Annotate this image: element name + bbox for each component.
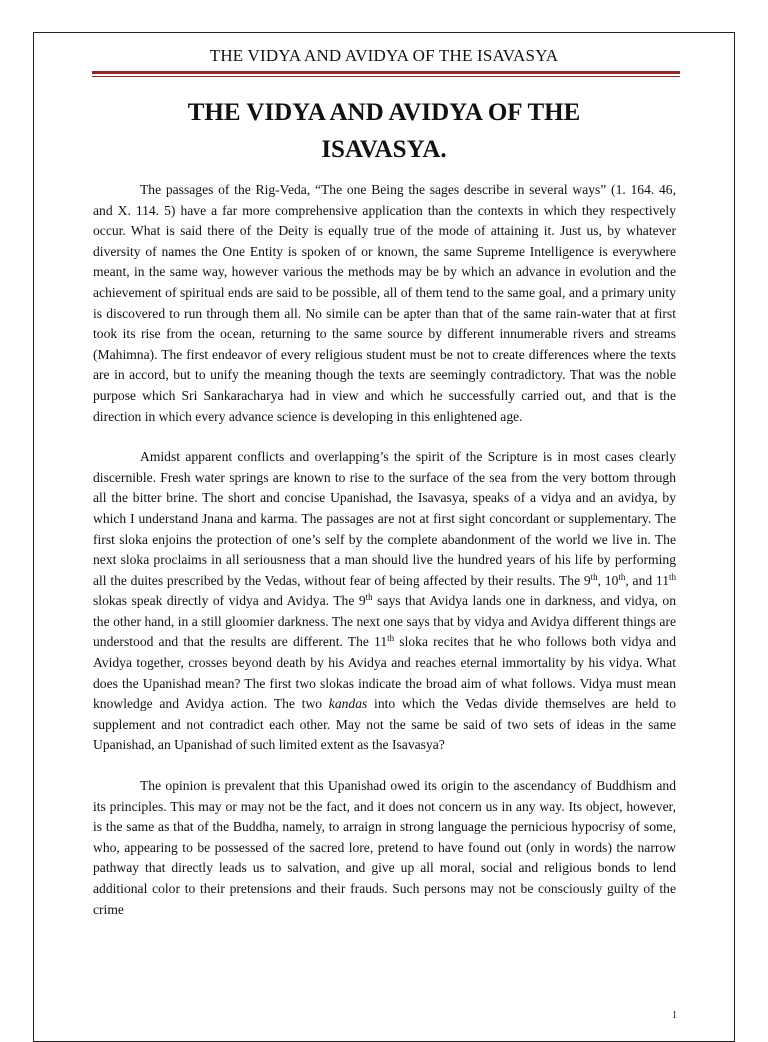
paragraph-1: The passages of the Rig-Veda, “The one Being the sages describe in several ways” (1. 164. 46, and X. 114. 5) have a far more comprehensive application than the contexts in which they respectively occur. What is said there of the Deity is equally true of the mode of attaining it. Just us, by whatever diversity of names the One Entity is spoken of or known, the same Supreme Intelligence is everywhere meant, in the same way, however various the methods may be by which an advance in evolution and the achievement of spiritual ends are said to be possible, all of them tend to the same goal, and a primary unity is discovered to run through them all. No simile can be apter than that of the same rain-water that at first took its rise from the ocean, returning to the same source by different innumerable rivers and streams (Mahimna). The first endeavor of every religious student must be not to create differences where the texts are in accord, but to unify the meaning though the texts are seemingly contradictory. That was the noble purpose which Sri Sankaracharya had in view and which he successfully carried out, and that is the direction in which every advance science is developing in this enlightened age.: [93, 182, 676, 424]
superscript: th: [387, 633, 395, 644]
paragraph-2: [93, 447, 676, 756]
paragraph-2-text: says that Avidya lands one in darkness, and vidya, on the other hand, in a still gloomier darkness. The next one says that by vidya and Avidya different things are understood and that the results are different. The 11: [93, 593, 676, 650]
page-number: 1: [672, 1010, 677, 1021]
document-title-line-2: ISAVASYA.: [321, 136, 447, 163]
paragraph-2-text: , 10: [597, 572, 619, 588]
running-header: THE VIDYA AND AVIDYA OF THE ISAVASYA: [209, 46, 559, 65]
paragraph-3: The opinion is prevalent that this Upanishad owed its origin to the ascendancy of Buddhism and its principles. This may or may not be the fact, and it does not concern us in any way. Its object, however, is the same as that of the Buddha, namely, to arraign in strong language the pernicious hypocrisy of some, who, appearing to be possessed of the sacred lore, pretend to have found out (only in words) the narrow pathway that directly leads us to salvation, and give up all moral, social and religious bonds to lend additional color to their pretensions and their frauds. Such persons may not be consciously guilty of the crime: [93, 778, 676, 917]
superscript: th: [618, 571, 626, 582]
paragraph-2-text: , and 11: [625, 572, 669, 588]
body-text: [93, 180, 676, 940]
header-rule-thick: [92, 71, 680, 74]
document-title-line-1: THE VIDYA AND AVIDYA OF THE: [187, 99, 581, 126]
superscript: th: [669, 571, 677, 582]
paragraph-2-text: into which the Vedas divide themselves are held to supplement and not contradict each other. May not the same be said of two sets of ideas in the same Upanishad, an Upanishad of such limited extent as the Isavasya?: [93, 696, 676, 753]
superscript: th: [365, 592, 373, 603]
paragraph-2-text: sloka recites that he who follows both vidya and Avidya together, crosses beyond death by his Avidya and reaches eternal immortality by his vidya. What does the Upanishad mean? The first two slokas indicate the broad aim of what follows. Vidya must mean knowledge and Avidya action. The two: [93, 634, 676, 712]
paragraph-2-text: slokas speak directly of vidya and Avidya. The 9: [93, 593, 366, 609]
paragraph-2-text: Amidst apparent conflicts and overlapping’s the spirit of the Scripture is in most cases clearly discernible. Fresh water springs are known to rise to the surface of the sea from the very bottom through all the bitter brine. The short and concise Upanishad, the Isavasya, speaks of a vidya and an avidya, by which I understand Jnana and karma. The passages are not at first sight concordant or supplementary. The first sloka enjoins the protection of one’s self by the complete abandonment of the world we live in. The next sloka proclaims in all seriousness that a man should live the hundred years of his life by performing all the duites prescribed by the Vedas, without fear of being affected by their results. The 9: [93, 449, 676, 588]
header-rule-thin: [92, 76, 680, 77]
superscript: th: [590, 571, 598, 582]
italic-term: kandas: [328, 696, 368, 712]
document-title: [84, 94, 684, 168]
